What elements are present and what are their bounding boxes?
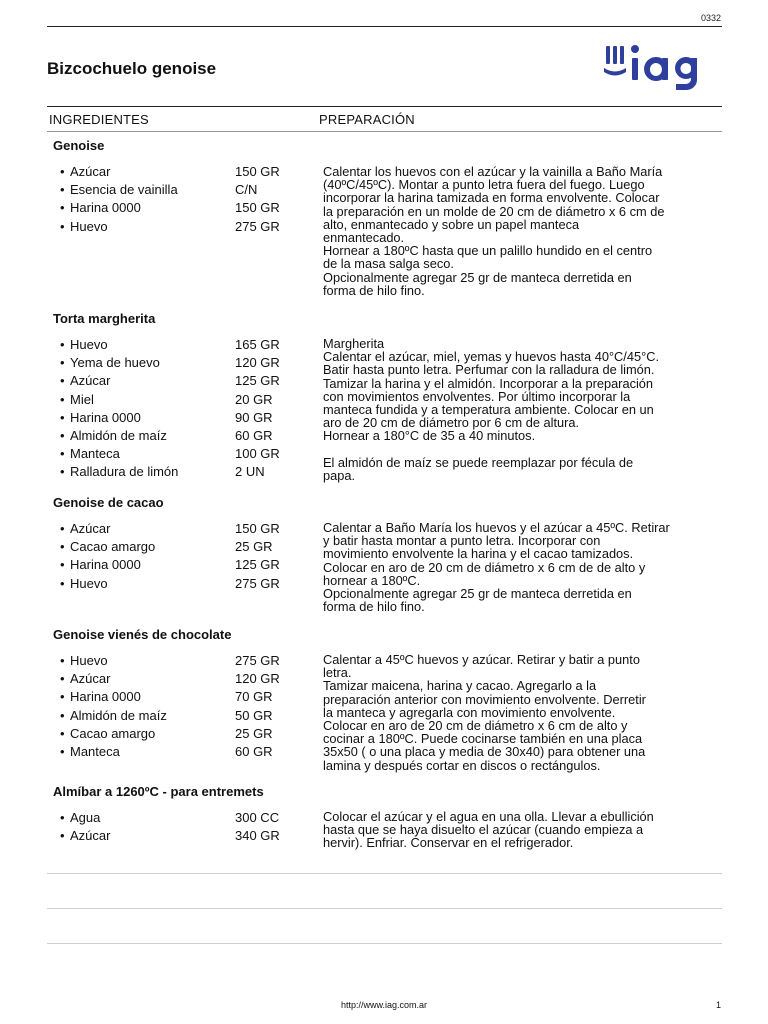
ingredient-name: Azúcar <box>70 828 111 844</box>
recipe-section-genoise <box>53 137 713 307</box>
ingredient-item: • Ralladura de limón 2 UN <box>60 463 178 481</box>
ingredient-name: Esencia de vainilla <box>70 182 178 198</box>
ingredient-qty: 120 GR <box>235 671 280 687</box>
recipe-section-genoise-vienes <box>53 626 713 781</box>
ingredient-item: • Azúcar 340 GR <box>60 827 110 845</box>
section-title: Genoise <box>53 138 105 153</box>
ingredient-name: Almidón de maíz <box>70 427 167 443</box>
ingredient-qty: 70 GR <box>235 689 273 705</box>
ingredient-item: • Harina 0000 150 GR <box>60 199 178 217</box>
ingredient-item: • Miel 20 GR <box>60 391 178 409</box>
ingredient-name: Yema de huevo <box>70 355 160 371</box>
ingredient-name: Cacao amargo <box>70 725 156 741</box>
note-line <box>47 873 722 874</box>
ingredient-name: Azúcar <box>70 373 111 389</box>
ingredient-item: • Huevo 275 GR <box>60 652 167 670</box>
ingredient-qty: 60 GR <box>235 427 273 443</box>
ingredient-item: • Harina 0000 90 GR <box>60 409 178 427</box>
ingredient-name: Huevo <box>70 653 108 668</box>
ingredient-item: • Azúcar 120 GR <box>60 670 167 688</box>
ingredient-qty: 90 GR <box>235 409 273 425</box>
ingredient-qty: 150 GR <box>235 200 280 216</box>
iag-logo <box>604 44 708 90</box>
ingredient-list <box>60 163 280 236</box>
recipe-section-almibar <box>53 783 713 858</box>
ingredient-name: Manteca <box>70 446 120 462</box>
ingredient-qty: 125 GR <box>235 373 280 389</box>
footer-url: http://www.iag.com.ar <box>340 1000 428 1010</box>
ingredient-item: • Agua 300 CC <box>60 809 110 827</box>
preparation-text: Calentar a 45ºC huevos y azúcar. Retirar y batir a punto letra. Tamizar maicena, harina y cacao. Agregarlo a la preparación anterior con movimiento envolvente. Derretir la manteca y agregarla con movimiento envolvente. Colocar en aro de 20 cm de diámetro x 6 cm de alto y cocinar a 180ºC. Puede cocinarse también en una placa 35x50 ( o una placa y media de 30x40) para obtener una lamina y después cortar en discos o rectángulos. <box>323 652 646 773</box>
ingredient-list <box>60 809 280 845</box>
ingredient-qty: 150 GR <box>235 164 280 179</box>
ingredient-qty: 275 GR <box>235 653 280 668</box>
column-header-divider <box>47 131 722 132</box>
ingredient-item: • Manteca 100 GR <box>60 445 178 463</box>
ingredient-name: Miel <box>70 391 94 407</box>
page-title: Bizcochuelo genoise <box>47 59 217 78</box>
ingredient-item: • Manteca 60 GR <box>60 743 167 761</box>
preparation-text: Colocar el azúcar y el agua en una olla. Llevar a ebullición hasta que se haya disuelto el azúcar (cuando empieza a hervir). Enfriar. Conservar en el refrigerador. <box>323 809 654 851</box>
ingredient-item: • Azúcar 150 GR <box>60 163 178 181</box>
ingredient-qty: C/N <box>235 182 258 198</box>
ingredient-qty: 150 GR <box>235 521 280 536</box>
note-line <box>47 908 722 909</box>
ingredient-name: Huevo <box>70 218 108 234</box>
ingredient-qty: 120 GR <box>235 355 280 371</box>
ingredient-item: • Almidón de maíz 60 GR <box>60 427 178 445</box>
ingredient-qty: 20 GR <box>235 391 273 407</box>
ingredient-item: • Harina 0000 125 GR <box>60 556 155 574</box>
preparation-text: Calentar a Baño María los huevos y el azúcar a 45ºC. Retirar y batir hasta montar a punto letra. Incorporar con movimiento envolvente la harina y el cacao tamizados. Colocar en aro de 20 cm de diámetro x 6 cm de de alto y hornear a 180ºC. Opcionalmente agregar 25 gr de manteca derretida en forma de hilo fino. <box>323 520 670 615</box>
ingredient-list <box>60 336 280 482</box>
ingredient-qty: 275 GR <box>235 575 280 591</box>
ingredient-name: Harina 0000 <box>70 200 141 216</box>
ingredient-qty: 50 GR <box>235 707 273 723</box>
ingredient-item: • Huevo 275 GR <box>60 575 155 593</box>
section-title: Torta margherita <box>53 311 156 326</box>
section-title: Genoise vienés de chocolate <box>53 627 232 642</box>
ingredient-list <box>60 520 280 593</box>
preparation-text: Calentar los huevos con el azúcar y la vainilla a Baño María (40ºC/45ºC). Montar a punto letra fuera del fuego. Luego incorporar la harina tamizada en forma envolvente. Colocar la preparación en un molde de 20 cm de diámetro x 6 cm de alto, enmantecado y sobre un papel manteca enmantecado. Hornear a 180ºC hasta que un palillo hundido en el centro de la masa salga seco. Opcionalmente agregar 25 gr de manteca derretida en forma de hilo fino. <box>323 164 665 298</box>
ingredient-qty: 340 GR <box>235 828 280 844</box>
ingredient-item: • Yema de huevo 120 GR <box>60 354 178 372</box>
ingredient-name: Huevo <box>70 337 108 352</box>
preparation-column-header: PREPARACIÓN <box>319 112 415 127</box>
ingredient-item: • Esencia de vainilla C/N <box>60 181 178 199</box>
ingredient-qty: 275 GR <box>235 218 280 234</box>
ingredient-qty: 125 GR <box>235 557 280 573</box>
ingredients-column-header: INGREDIENTES <box>49 112 149 127</box>
ingredient-list <box>60 652 280 761</box>
ingredient-qty: 2 UN <box>235 464 265 480</box>
ingredient-name: Azúcar <box>70 164 111 179</box>
preparation-text: Margherita Calentar el azúcar, miel, yemas y huevos hasta 40°C/45°C. Batir hasta punto letra. Perfumar con la ralladura de limón. Tamizar la harina y el almidón. Incorporar a la preparación con movimientos envolventes. Por último incorporar la manteca fundida y a temperatura ambiente. Colocar en un aro de 20 cm de diámetro por 6 cm de altura. Hornear a 180°C de 35 a 40 minutos. El almidón de maíz se puede reemplazar por fécula de papa. <box>323 336 660 484</box>
ingredient-name: Azúcar <box>70 671 111 687</box>
ingredient-qty: 25 GR <box>235 725 273 741</box>
ingredient-qty: 300 CC <box>235 810 280 825</box>
ingredient-name: Harina 0000 <box>70 557 141 573</box>
ingredient-name: Almidón de maíz <box>70 707 167 723</box>
ingredient-item: • Azúcar 150 GR <box>60 520 155 538</box>
ingredient-name: Harina 0000 <box>70 409 141 425</box>
ingredient-name: Cacao amargo <box>70 539 156 555</box>
ingredient-item: • Cacao amargo 25 GR <box>60 725 167 743</box>
section-title: Genoise de cacao <box>53 495 164 510</box>
header-divider <box>47 106 722 107</box>
ingredient-name: Agua <box>70 810 101 825</box>
ingredient-name: Azúcar <box>70 521 111 536</box>
ingredient-item: • Azúcar 125 GR <box>60 372 178 390</box>
ingredient-qty: 100 GR <box>235 446 280 462</box>
ingredient-item: • Huevo 165 GR <box>60 336 178 354</box>
ingredient-name: Harina 0000 <box>70 689 141 705</box>
ingredient-qty: 165 GR <box>235 337 280 352</box>
ingredient-qty: 25 GR <box>235 539 273 555</box>
ingredient-item: • Huevo 275 GR <box>60 218 178 236</box>
ingredient-item: • Almidón de maíz 50 GR <box>60 707 167 725</box>
recipe-section-torta-margherita <box>53 310 713 485</box>
top-divider <box>47 26 722 27</box>
ingredient-qty: 60 GR <box>235 743 273 759</box>
ingredient-item: • Cacao amargo 25 GR <box>60 538 155 556</box>
note-line <box>47 943 722 944</box>
document-code: 0332 <box>700 13 721 23</box>
recipe-section-genoise-de-cacao <box>53 494 713 619</box>
ingredient-name: Ralladura de limón <box>70 464 179 480</box>
section-title: Almíbar a 1260ºC - para entremets <box>53 784 264 799</box>
page-number: 1 <box>715 1000 721 1010</box>
ingredient-name: Huevo <box>70 575 108 591</box>
ingredient-item: • Harina 0000 70 GR <box>60 688 167 706</box>
iag-logo-icon <box>604 44 708 90</box>
ingredient-name: Manteca <box>70 743 120 759</box>
